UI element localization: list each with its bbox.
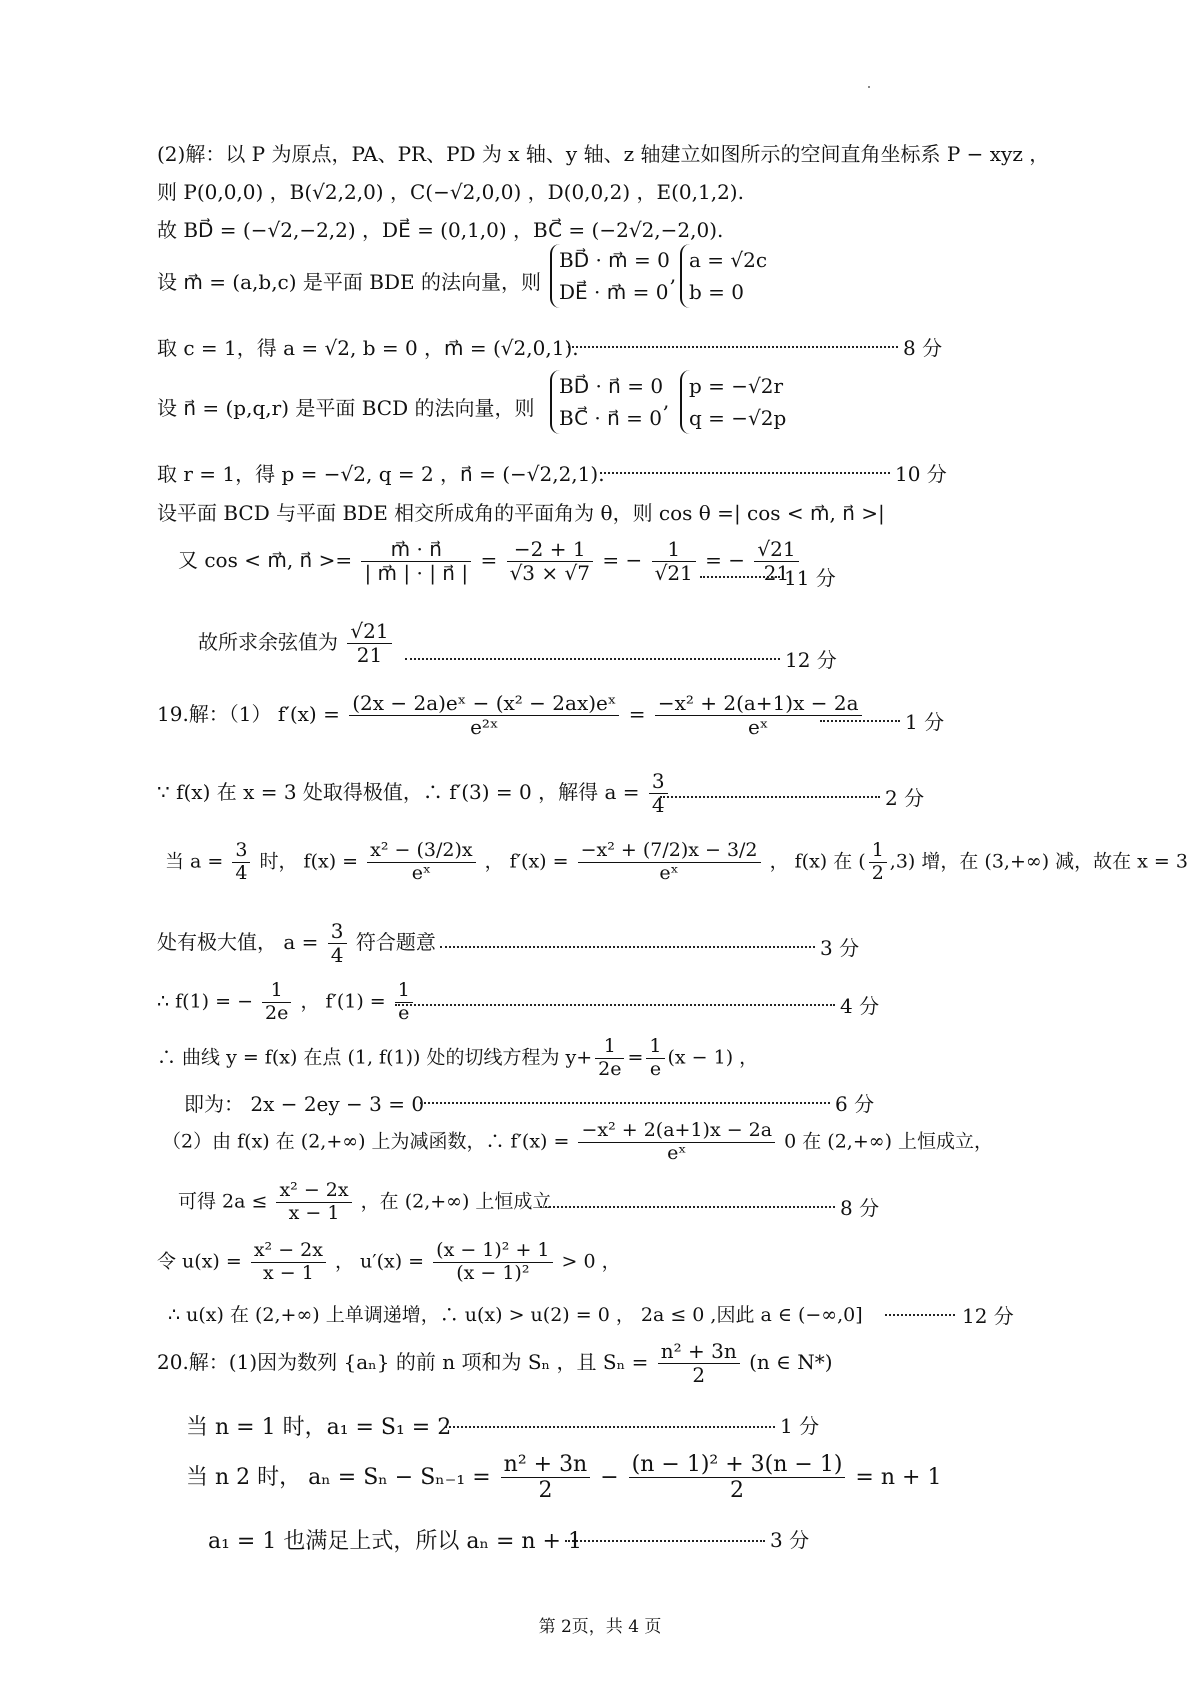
normal-m-line — [0, 244, 1200, 314]
normal-n-line — [0, 370, 1200, 440]
formula-text: = — [627, 1046, 644, 1069]
score-mark: 1 分 — [780, 1414, 820, 1438]
score-mark: 3 分 — [820, 936, 860, 960]
formula-text: ∴ u(x) 在 (2,+∞) 上单调递增，∴ u(x) > u(2) = 0 ， 2a ≤ 0 ,因此 a ∈ (−∞,0] — [168, 1304, 863, 1326]
fraction — [395, 980, 413, 1025]
score-mark: 11 分 — [784, 566, 836, 590]
max-formula — [157, 920, 436, 967]
denominator: e — [398, 1001, 410, 1024]
fraction — [646, 1036, 664, 1081]
fraction — [232, 840, 250, 885]
formula-text: 0 在 (2,+∞) 上恒成立， — [784, 1130, 994, 1153]
equation: DE⃗ · m⃗ = 0 — [559, 280, 669, 304]
when-a-formula — [165, 840, 1188, 885]
fraction — [367, 840, 475, 885]
cases-bde-left: BD⃗ · m⃗ = 0 DE⃗ · m⃗ = 0 , — [550, 244, 676, 308]
numerator: 1 — [869, 840, 887, 863]
q20-formula — [157, 1340, 833, 1387]
u-formula — [157, 1240, 621, 1285]
dot-leader — [660, 796, 880, 798]
n2-formula — [186, 1452, 941, 1504]
fraction — [629, 1452, 846, 1504]
text-line: 则 P(0,0,0) ，B(√2,2,0) ，C(−√2,0,0) ，D(0,0,2) ，E(0,1,2). — [157, 180, 744, 204]
denominator: eˣ — [411, 861, 432, 884]
fraction — [349, 692, 619, 739]
dot-leader — [820, 720, 900, 722]
numerator: n² + 3n — [658, 1340, 740, 1364]
denominator: 2 — [538, 1478, 553, 1504]
denominator: 4 — [651, 793, 665, 817]
numerator: m⃗ · n⃗ — [361, 538, 471, 562]
formula-text: = — [480, 548, 498, 572]
numerator: −x² + 2(a+1)x − 2a — [655, 692, 862, 716]
formula-text: 可得 2a ≤ — [178, 1190, 268, 1213]
fraction — [251, 1240, 326, 1285]
equation: BC⃗ · n⃗ = 0 — [559, 406, 662, 430]
score-mark: 6 分 — [835, 1092, 875, 1116]
numerator: 3 — [232, 840, 250, 863]
equation: BD⃗ · n⃗ = 0 — [559, 374, 664, 398]
q19-formula — [157, 692, 865, 739]
formula-text: ，在 (2,+∞) 上恒成立 — [360, 1190, 552, 1213]
denominator: 4 — [330, 943, 344, 967]
formula-text: 符合题意 — [355, 930, 436, 954]
formula-text: 故所求余弦值为 — [198, 630, 338, 654]
numerator: 3 — [328, 920, 347, 944]
formula-text: ∴ 曲线 y = f(x) 在点 (1, f(1)) 处的切线方程为 y+ — [157, 1046, 593, 1069]
denominator: 2e — [265, 1001, 289, 1024]
formula-text: 20.解：(1)因为数列 {aₙ} 的前 n 项和为 Sₙ ，且 Sₙ = — [157, 1350, 649, 1374]
numerator: x² − 2x — [276, 1180, 351, 1203]
score-mark: 2 分 — [885, 786, 925, 810]
formula-text: 即为： 2x − 2ey − 3 = 0 — [184, 1092, 425, 1116]
equation: BD⃗ · m⃗ = 0 — [559, 248, 670, 272]
score-mark: 8 分 — [840, 1196, 880, 1220]
equation: b = 0 — [689, 280, 744, 304]
dot-leader — [540, 1206, 835, 1208]
formula-text: ， f′(1) = — [300, 990, 386, 1013]
denominator: e²ˣ — [470, 715, 499, 739]
fraction — [652, 538, 696, 585]
fraction — [347, 620, 391, 667]
text-line: a₁ = 1 也满足上式，所以 aₙ = n + 1 — [208, 1529, 582, 1554]
fraction — [649, 770, 668, 817]
equation: p = −√2r — [689, 374, 784, 398]
denominator: (x − 1)² — [456, 1261, 530, 1284]
denominator: 2 — [692, 1363, 706, 1387]
numerator: 1 — [595, 1036, 624, 1059]
denominator: 2 — [871, 861, 884, 884]
numerator: n² + 3n — [501, 1452, 591, 1478]
numerator: −x² + 2(a+1)x − 2a — [578, 1120, 775, 1143]
dot-leader — [568, 346, 898, 348]
formula-text: − — [600, 1464, 619, 1490]
numerator: (x − 1)² + 1 — [433, 1240, 552, 1263]
extremum-formula — [157, 770, 671, 817]
formula-text: ， u′(x) = — [335, 1250, 425, 1273]
fraction — [578, 1120, 775, 1165]
dot-leader — [600, 472, 890, 474]
answer-formula — [198, 620, 395, 667]
formula-text: 又 cos < m⃗, n⃗ >= — [178, 548, 353, 572]
fraction — [578, 840, 761, 885]
denominator: eˣ — [659, 861, 679, 884]
dot-leader — [420, 1102, 830, 1104]
formula-text: = n + 1 — [855, 1464, 942, 1490]
formula-text: 时， f(x) = — [259, 850, 359, 873]
denominator: √21 — [654, 561, 693, 585]
numerator: √21 — [754, 538, 798, 562]
denominator: x − 1 — [262, 1261, 314, 1284]
cases-bcd-left: BD⃗ · n⃗ = 0 BC⃗ · n⃗ = 0 , — [550, 370, 669, 434]
fraction — [276, 1180, 351, 1225]
score-mark: 12 分 — [785, 648, 837, 672]
fraction — [328, 920, 347, 967]
numerator: x² − (3/2)x — [367, 840, 475, 863]
text-line: 当 n = 1 时，a₁ = S₁ = 2 — [186, 1415, 452, 1440]
denominator: x − 1 — [288, 1201, 340, 1224]
numerator: 1 — [262, 980, 291, 1003]
numerator: x² − 2x — [251, 1240, 326, 1263]
denominator: 4 — [235, 861, 248, 884]
fraction — [433, 1240, 552, 1285]
numerator: −2 + 1 — [507, 538, 593, 562]
fraction — [658, 1340, 740, 1387]
dot-leader — [445, 1426, 775, 1428]
formula-text: ∴ f(1) = − — [157, 990, 253, 1013]
numerator: 1 — [646, 1036, 664, 1059]
dot-leader — [405, 658, 780, 660]
numerator: √21 — [347, 620, 391, 644]
dot-leader — [700, 576, 780, 578]
numerator: (2x − 2a)eˣ − (x² − 2ax)eˣ — [349, 692, 619, 716]
cases-bde-right — [680, 244, 767, 308]
page-footer: 第 2页，共 4 页 — [538, 1617, 662, 1637]
formula-text: 令 u(x) = — [157, 1250, 242, 1273]
fraction — [507, 538, 593, 585]
fraction — [869, 840, 887, 885]
text-line: (2)解：以 P 为原点，PA、PR、PD 为 x 轴、y 轴、z 轴建立如图所示的空间直角坐标系 P − xyz ， — [157, 142, 1050, 166]
score-mark: 3 分 — [770, 1528, 810, 1552]
text-line: 设 m⃗ = (a,b,c) 是平面 BDE 的法向量，则 — [157, 270, 541, 294]
denominator: eˣ — [748, 715, 769, 739]
fraction — [501, 1452, 591, 1504]
denominator: 2 — [730, 1478, 745, 1504]
fraction — [655, 692, 862, 739]
formula-text: 19.解：（1） f′(x) = — [157, 702, 340, 726]
dot-leader — [885, 1314, 955, 1316]
text-line: 设平面 BCD 与平面 BDE 相交所成角的平面角为 θ，则 cos θ =| cos < m⃗, n⃗ >| — [157, 501, 885, 525]
denominator: √3 × √7 — [509, 561, 590, 585]
score-mark: 4 分 — [840, 994, 880, 1018]
score-mark: 1 分 — [905, 710, 945, 734]
denominator: e — [649, 1057, 662, 1080]
equation: a = √2c — [689, 248, 768, 272]
dot-leader — [440, 946, 815, 948]
part2-formula — [162, 1120, 993, 1165]
formula-text: ,3) 增，在 (3,+∞) 减，故在 x = 3 — [889, 850, 1188, 873]
fraction — [595, 1036, 624, 1081]
equation: q = −√2p — [689, 406, 787, 430]
text-line: 取 c = 1，得 a = √2, b = 0 ，m⃗ = (√2,0,1). — [157, 336, 579, 360]
denominator: 21 — [763, 561, 790, 585]
formula-text: ， f(x) 在 ( — [769, 850, 866, 873]
scan-speck — [868, 86, 870, 88]
text-line: 设 n⃗ = (p,q,r) 是平面 BCD 的法向量，则 — [157, 396, 535, 420]
denominator: | m⃗ | · | n⃗ | — [364, 561, 469, 585]
formula-text: 当 a = — [165, 850, 224, 873]
numerator: 1 — [652, 538, 696, 562]
text-line: 故 BD⃗ = (−√2,−2,2) ，DE⃗ = (0,1,0) ，BC⃗ = (−2√2,−2,0). — [157, 218, 724, 242]
text-line: 取 r = 1，得 p = −√2, q = 2 ，n⃗ = (−√2,2,1). — [157, 462, 605, 486]
tangent-formula — [157, 1036, 758, 1081]
formula-text: ， f′(x) = — [484, 850, 569, 873]
dot-leader — [565, 1540, 765, 1542]
formula-text: (x − 1) ， — [667, 1046, 759, 1069]
score-mark: 10 分 — [895, 462, 947, 486]
formula-text: （2）由 f(x) 在 (2,+∞) 上为减函数，∴ f′(x) = — [162, 1130, 570, 1153]
numerator: (n − 1)² + 3(n − 1) — [629, 1452, 846, 1478]
dot-leader — [395, 1004, 835, 1006]
formula-text: (n ∈ N*) — [749, 1350, 833, 1374]
numerator: −x² + (7/2)x − 3/2 — [578, 840, 761, 863]
denominator: 21 — [356, 643, 383, 667]
score-mark: 12 分 — [962, 1304, 1014, 1328]
fraction — [262, 980, 291, 1025]
numerator: 1 — [395, 980, 413, 1003]
denominator: 2e — [598, 1057, 622, 1080]
ineq-formula — [178, 1180, 551, 1225]
cases-bcd-right — [680, 370, 786, 434]
numerator: 3 — [649, 770, 668, 794]
denominator: eˣ — [667, 1141, 687, 1164]
formula-text: = — [628, 702, 646, 726]
formula-text: = − — [705, 548, 746, 572]
score-mark: 8 分 — [903, 336, 943, 360]
f1-formula — [157, 980, 416, 1025]
fraction — [361, 538, 471, 585]
formula-text: = − — [602, 548, 643, 572]
formula-text: > 0 ， — [561, 1250, 621, 1273]
formula-text: 处有极大值， a = — [157, 930, 319, 954]
formula-text: 当 n 2 时， aₙ = Sₙ − Sₙ₋₁ = — [186, 1464, 491, 1490]
formula-text: ∵ f(x) 在 x = 3 处取得极值，∴ f′(3) = 0 ，解得 a = — [157, 780, 640, 804]
